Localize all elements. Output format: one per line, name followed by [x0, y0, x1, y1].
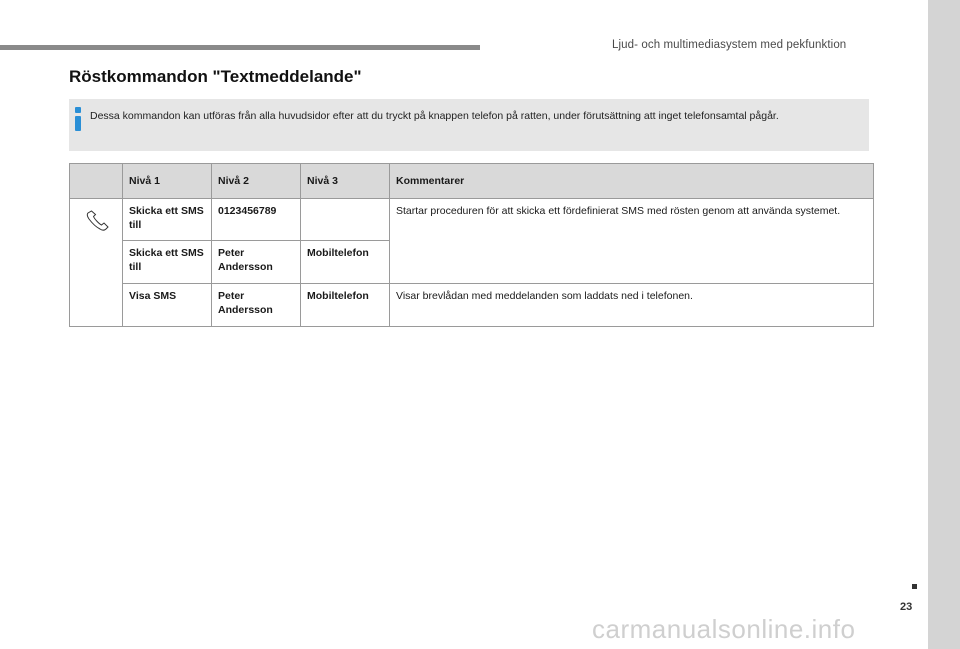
phone-icon	[86, 210, 110, 232]
row3-level2: Peter Andersson	[212, 284, 301, 327]
icon-cell	[70, 199, 123, 327]
side-strip	[928, 0, 960, 649]
row3-level3: Mobiltelefon	[301, 284, 390, 327]
row2-level3: Mobiltelefon	[301, 241, 390, 284]
page-number: 23	[900, 601, 913, 613]
row1-level1: Skicka ett SMS till	[123, 199, 212, 241]
info-icon	[73, 107, 83, 131]
command-table	[69, 163, 874, 327]
row1-level3	[301, 199, 390, 241]
header-level2: Nivå 2	[212, 164, 301, 199]
row1-comment: Startar proceduren för att skicka ett fördefinierat SMS med rösten genom att använda systemet.	[390, 199, 874, 284]
header-icon-cell	[70, 164, 123, 199]
row1-level2: 0123456789	[212, 199, 301, 241]
info-text: Dessa kommandon kan utföras från alla huvudsidor efter att du tryckt på knappen telefon på ratten, under förutsättning att inget telefonsamtal pågår.	[90, 110, 779, 122]
header-level3: Nivå 3	[301, 164, 390, 199]
row2-level2: Peter Andersson	[212, 241, 301, 284]
row3-level1: Visa SMS	[123, 284, 212, 327]
table-row	[70, 199, 874, 241]
header-level1: Nivå 1	[123, 164, 212, 199]
page-title: Röstkommandon "Textmeddelande"	[69, 67, 362, 86]
watermark-brand: carmanualsonline.info	[592, 614, 856, 644]
header-rule	[0, 45, 480, 50]
row3-comment: Visar brevlådan med meddelanden som laddats ned i telefonen.	[390, 284, 874, 327]
row2-level1: Skicka ett SMS till	[123, 241, 212, 284]
end-marker	[912, 584, 917, 589]
section-title: Ljud- och multimediasystem med pekfunktion	[612, 39, 847, 51]
info-box	[69, 99, 869, 151]
table-row	[70, 284, 874, 327]
table-header-row	[70, 164, 874, 199]
header-comments: Kommentarer	[390, 164, 874, 199]
